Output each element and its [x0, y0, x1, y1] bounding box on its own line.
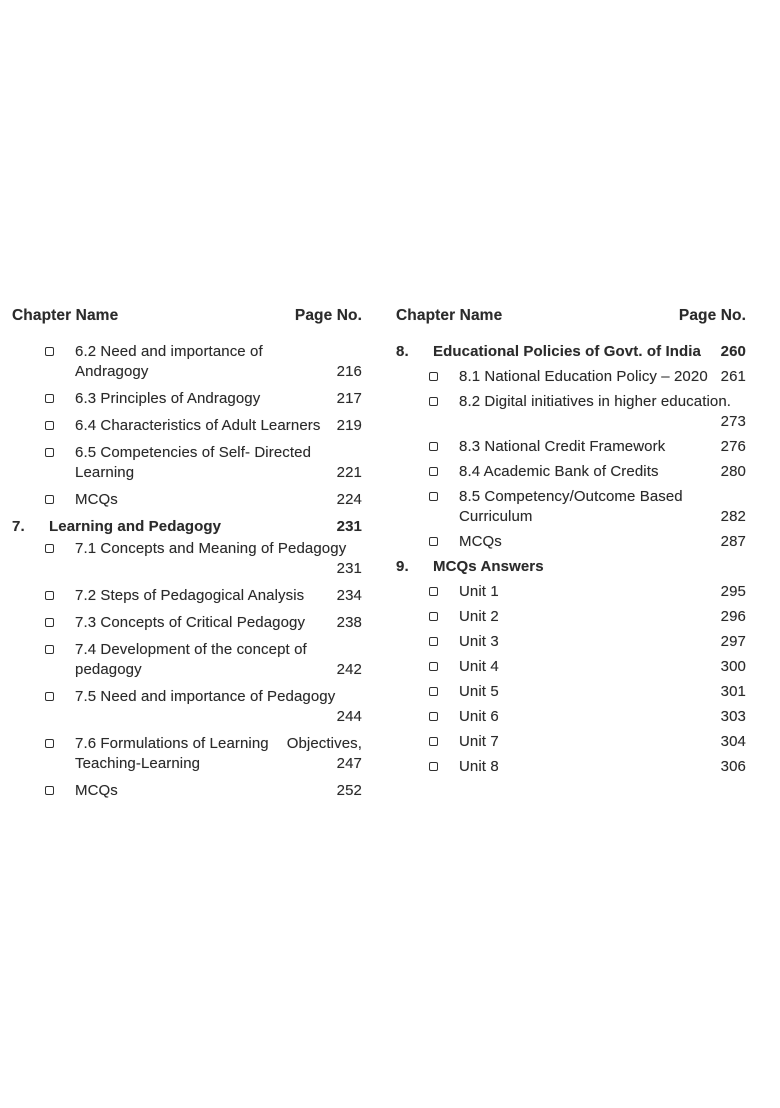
checkbox-bullet-icon [429, 372, 438, 381]
entry-gutter [396, 367, 459, 387]
checkbox-bullet-icon [429, 712, 438, 721]
checkbox-bullet-icon [429, 537, 438, 546]
entry-page-number: 247 [336, 755, 362, 772]
checkbox-bullet-icon [45, 421, 54, 430]
entry-body [459, 367, 746, 387]
entry-line [459, 732, 746, 752]
entry-line [459, 657, 746, 677]
checkbox-bullet-icon [45, 786, 54, 795]
checkbox-bullet-icon [429, 492, 438, 501]
toc-sub-entry [396, 582, 746, 602]
toc-sub-entry [12, 586, 362, 606]
entry-body [459, 462, 746, 482]
entry-body [49, 517, 362, 537]
entry-title: 7.5 Need and importance of Pedagogy [75, 688, 336, 705]
toc-sub-entry [396, 682, 746, 702]
entry-line [459, 462, 746, 482]
entry-body [433, 557, 746, 577]
entry-page-number: 221 [336, 464, 362, 481]
entry-title: 6.5 Competencies of Self- Directed [75, 444, 312, 461]
entry-gutter [12, 640, 75, 660]
entry-gutter [396, 557, 433, 577]
toc-sub-entry [396, 632, 746, 652]
entry-body [459, 682, 746, 702]
entry-line [433, 342, 746, 362]
entry-gutter [396, 707, 459, 727]
entry-body [459, 582, 746, 602]
checkbox-bullet-icon [429, 442, 438, 451]
entry-title: Unit 2 [459, 608, 499, 625]
entry-title: 6.2 Need and importance of [75, 343, 263, 360]
entry-title: Learning [75, 464, 135, 481]
entry-title: MCQs [75, 491, 118, 508]
entry-gutter [12, 613, 75, 633]
entry-title: 6.4 Characteristics of Adult Learners [75, 417, 321, 434]
entry-page-number: 244 [336, 708, 362, 725]
entry-line [75, 754, 362, 774]
entry-line [459, 682, 746, 702]
entry-title: Learning and Pedagogy [49, 518, 222, 535]
column-header-page-no: Page No. [678, 307, 746, 324]
entry-line [459, 392, 746, 412]
entry-line [75, 781, 362, 801]
toc-section-entry [12, 517, 362, 537]
checkbox-bullet-icon [429, 587, 438, 596]
entry-body [433, 342, 746, 362]
entry-line [75, 443, 362, 463]
entry-page-number: 280 [720, 463, 746, 480]
entry-gutter [396, 392, 459, 412]
entry-page-number: 224 [336, 491, 362, 508]
entry-page-number: 273 [720, 413, 746, 430]
toc-sub-entry [396, 707, 746, 727]
entry-title: MCQs Answers [433, 558, 544, 575]
toc-sub-entry [396, 657, 746, 677]
entry-title: pedagogy [75, 661, 142, 678]
entry-title: Unit 8 [459, 758, 499, 775]
entry-line [459, 707, 746, 727]
entry-page-number: 219 [336, 417, 362, 434]
entry-gutter [396, 607, 459, 627]
entry-title: 7.6 Formulations of Learning [75, 735, 269, 752]
toc-sub-entry [396, 532, 746, 552]
entry-page-number: 297 [720, 633, 746, 650]
entry-title: 8.5 Competency/Outcome Based [459, 488, 683, 505]
entry-gutter [396, 532, 459, 552]
entry-body [75, 613, 362, 633]
entry-title: 7.1 Concepts and Meaning of Pedagogy [75, 540, 347, 557]
entry-gutter [12, 443, 75, 463]
entry-title: Teaching-Learning [75, 755, 201, 772]
entry-body [75, 342, 362, 382]
toc-sub-entry [396, 607, 746, 627]
entry-line [75, 586, 362, 606]
entry-page-number: 276 [720, 438, 746, 455]
entry-gutter [12, 586, 75, 606]
entry-body [459, 707, 746, 727]
checkbox-bullet-icon [429, 397, 438, 406]
toc-sub-entry [396, 437, 746, 457]
toc-sub-entry [12, 734, 362, 774]
entry-page-number: 282 [720, 508, 746, 525]
entry-title: Educational Policies of Govt. of India [433, 343, 701, 360]
entry-body [459, 437, 746, 457]
entry-body [459, 632, 746, 652]
table-of-contents [12, 306, 746, 808]
entry-gutter [396, 757, 459, 777]
entry-body [75, 687, 362, 727]
entry-gutter [396, 487, 459, 507]
entry-line [459, 507, 746, 527]
entry-line [75, 559, 362, 579]
entry-page-number: 217 [336, 390, 362, 407]
entry-gutter [396, 632, 459, 652]
entry-line [459, 437, 746, 457]
checkbox-bullet-icon [45, 448, 54, 457]
entry-line [75, 416, 362, 436]
entry-gutter [12, 389, 75, 409]
entry-body [459, 392, 746, 432]
entry-title: 8.4 Academic Bank of Credits [459, 463, 659, 480]
toc-sub-entry [12, 781, 362, 801]
entry-page-number: 287 [720, 533, 746, 550]
column-header [12, 306, 362, 326]
entry-page-number: 261 [720, 368, 746, 385]
entry-body [459, 732, 746, 752]
entry-line [75, 687, 362, 707]
entry-title: 7.4 Development of the concept of [75, 641, 307, 658]
entry-gutter [12, 490, 75, 510]
entry-page-number: 216 [336, 363, 362, 380]
entry-title: Unit 4 [459, 658, 499, 675]
section-number: 8. [396, 343, 409, 360]
entry-page-number: 231 [336, 560, 362, 577]
entry-gutter [12, 416, 75, 436]
entry-line [75, 539, 362, 559]
entry-line [75, 613, 362, 633]
entry-title: 7.3 Concepts of Critical Pedagogy [75, 614, 306, 631]
toc-sub-entry [12, 416, 362, 436]
checkbox-bullet-icon [429, 687, 438, 696]
section-number: 7. [12, 518, 25, 535]
toc-entry-list-right [396, 342, 746, 777]
entry-line [459, 532, 746, 552]
entry-line [75, 389, 362, 409]
checkbox-bullet-icon [429, 662, 438, 671]
checkbox-bullet-icon [429, 637, 438, 646]
toc-sub-entry [12, 389, 362, 409]
entry-gutter [396, 342, 433, 362]
entry-gutter [396, 462, 459, 482]
entry-line [75, 640, 362, 660]
entry-title: Unit 1 [459, 583, 499, 600]
entry-gutter [12, 539, 75, 559]
toc-sub-entry [12, 687, 362, 727]
toc-sub-entry [396, 462, 746, 482]
entry-line [459, 367, 746, 387]
entry-title: 8.3 National Credit Framework [459, 438, 666, 455]
entry-gutter [396, 682, 459, 702]
entry-gutter [12, 687, 75, 707]
column-header-page-no: Page No. [294, 307, 362, 324]
entry-title: 6.3 Principles of Andragogy [75, 390, 261, 407]
entry-body [459, 657, 746, 677]
entry-line [459, 632, 746, 652]
toc-column-left [12, 306, 362, 808]
entry-line [433, 557, 746, 577]
toc-sub-entry [12, 613, 362, 633]
entry-line [459, 607, 746, 627]
entry-body [459, 532, 746, 552]
entry-line [459, 757, 746, 777]
entry-line [75, 362, 362, 382]
toc-sub-entry [12, 539, 362, 579]
entry-page-number: 231 [336, 518, 362, 535]
entry-page-number: 296 [720, 608, 746, 625]
entry-line [75, 660, 362, 680]
entry-gutter [12, 734, 75, 754]
entry-line [75, 707, 362, 727]
entry-line [75, 734, 362, 754]
entry-body [75, 416, 362, 436]
entry-gutter [396, 582, 459, 602]
entry-title: MCQs [75, 782, 118, 799]
checkbox-bullet-icon [45, 591, 54, 600]
entry-body [459, 607, 746, 627]
toc-sub-entry [396, 732, 746, 752]
entry-page-number: 306 [720, 758, 746, 775]
entry-page-number: 301 [720, 683, 746, 700]
entry-body [75, 443, 362, 483]
entry-gutter [396, 657, 459, 677]
entry-title: 8.1 National Education Policy – 2020 [459, 368, 708, 385]
entry-page-number: 238 [336, 614, 362, 631]
column-header-chapter-name: Chapter Name [12, 307, 119, 324]
entry-page-number: 234 [336, 587, 362, 604]
toc-sub-entry [12, 640, 362, 680]
entry-title: Unit 5 [459, 683, 499, 700]
entry-page-number: 260 [720, 343, 746, 360]
checkbox-bullet-icon [45, 347, 54, 356]
entry-page-number: 300 [720, 658, 746, 675]
entry-body [75, 781, 362, 801]
entry-body [75, 389, 362, 409]
toc-section-entry [396, 342, 746, 362]
entry-body [75, 539, 362, 579]
entry-body [75, 490, 362, 510]
toc-sub-entry [396, 392, 746, 432]
entry-body [75, 586, 362, 606]
entry-page-number: 295 [720, 583, 746, 600]
toc-sub-entry [12, 342, 362, 382]
entry-line [459, 487, 746, 507]
entry-line [49, 517, 362, 537]
toc-sub-entry [396, 367, 746, 387]
entry-title: 8.2 Digital initiatives in higher education. [459, 393, 732, 410]
checkbox-bullet-icon [429, 612, 438, 621]
entry-title-right: Objectives, [286, 735, 362, 752]
entry-gutter [12, 781, 75, 801]
entry-line [459, 412, 746, 432]
entry-line [459, 582, 746, 602]
entry-body [459, 757, 746, 777]
toc-column-right [396, 306, 746, 808]
entry-page-number: 242 [336, 661, 362, 678]
checkbox-bullet-icon [429, 762, 438, 771]
entry-title: Unit 6 [459, 708, 499, 725]
toc-section-entry [396, 557, 746, 577]
entry-title: Unit 3 [459, 633, 499, 650]
entry-title: 7.2 Steps of Pedagogical Analysis [75, 587, 305, 604]
entry-title: Unit 7 [459, 733, 499, 750]
entry-gutter [12, 342, 75, 362]
checkbox-bullet-icon [45, 692, 54, 701]
section-number: 9. [396, 558, 409, 575]
entry-line [75, 490, 362, 510]
checkbox-bullet-icon [45, 394, 54, 403]
entry-body [75, 640, 362, 680]
checkbox-bullet-icon [45, 645, 54, 654]
checkbox-bullet-icon [45, 544, 54, 553]
entry-page-number: 304 [720, 733, 746, 750]
entry-page-number: 252 [336, 782, 362, 799]
entry-title: Curriculum [459, 508, 533, 525]
checkbox-bullet-icon [45, 495, 54, 504]
column-header-chapter-name: Chapter Name [396, 307, 503, 324]
toc-sub-entry [396, 487, 746, 527]
checkbox-bullet-icon [45, 618, 54, 627]
entry-title: MCQs [459, 533, 502, 550]
toc-sub-entry [396, 757, 746, 777]
entry-gutter [396, 437, 459, 457]
checkbox-bullet-icon [429, 467, 438, 476]
toc-entry-list-left [12, 342, 362, 801]
checkbox-bullet-icon [45, 739, 54, 748]
entry-gutter [12, 517, 49, 537]
column-header [396, 306, 746, 326]
checkbox-bullet-icon [429, 737, 438, 746]
entry-body [459, 487, 746, 527]
toc-sub-entry [12, 443, 362, 483]
entry-title: Andragogy [75, 363, 149, 380]
entry-line [75, 342, 362, 362]
entry-page-number: 303 [720, 708, 746, 725]
entry-gutter [396, 732, 459, 752]
toc-sub-entry [12, 490, 362, 510]
entry-body [75, 734, 362, 774]
entry-line [75, 463, 362, 483]
